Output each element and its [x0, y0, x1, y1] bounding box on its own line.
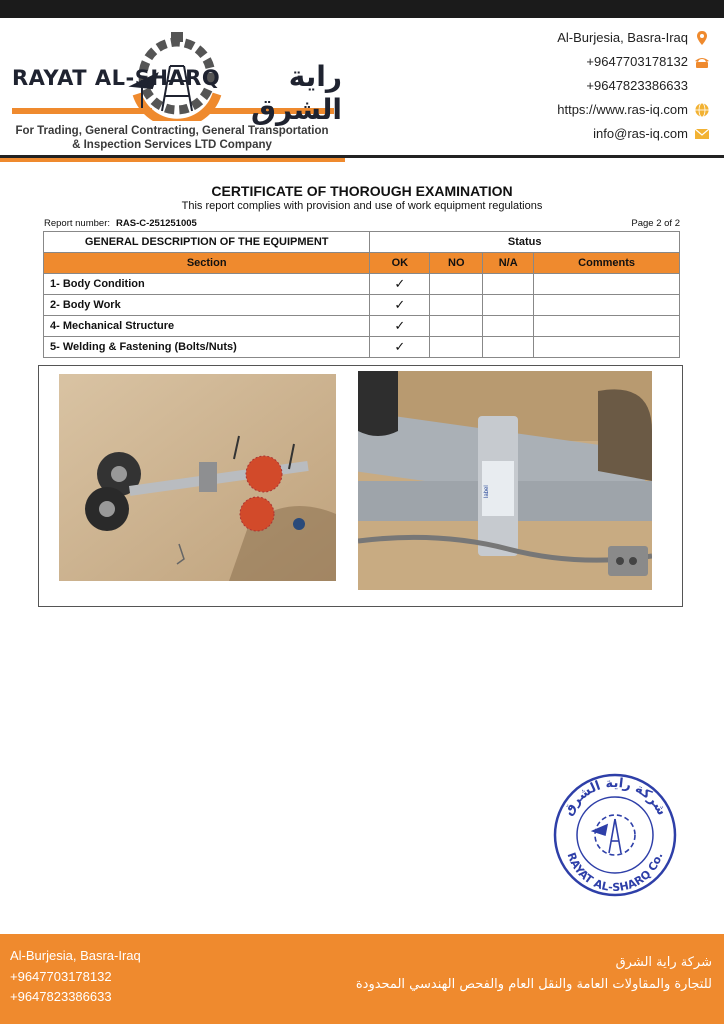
no-cell: [430, 316, 483, 337]
company-logo: [12, 26, 342, 166]
contact-info: [557, 26, 710, 146]
stamp-text-ar: شركة راية الشرق: [560, 775, 670, 819]
na-cell: [483, 274, 534, 295]
no-cell: [430, 295, 483, 316]
contact-email: [557, 122, 710, 146]
col-no: NO: [430, 253, 483, 274]
table-row: [44, 337, 680, 358]
comments-cell: [534, 274, 680, 295]
column-header-row: [44, 253, 680, 274]
report-number-value: RAS-C-251251005: [116, 218, 197, 229]
certificate-subtitle: This report complies with provision and use of work equipment regulations: [181, 200, 543, 212]
tagline-line-2: & Inspection Services LTD Company: [72, 139, 272, 151]
page-number: Page 2 of 2: [631, 218, 680, 229]
report-number-label: Report number:: [44, 218, 111, 229]
address-text: Al-Burjesia, Basra-Iraq: [557, 30, 688, 45]
header-divider: [0, 155, 724, 165]
phone-icon: [694, 54, 710, 70]
na-cell: [483, 337, 534, 358]
row-section: 4- Mechanical Structure: [44, 316, 370, 337]
phone-2-text[interactable]: +9647823386633: [586, 78, 688, 93]
company-tagline: [12, 124, 332, 152]
row-section: 2- Body Work: [44, 295, 370, 316]
photo-panel: [38, 365, 683, 607]
na-cell: [483, 316, 534, 337]
col-na: N/A: [483, 253, 534, 274]
spacer-icon: [694, 78, 710, 94]
brand-name-en: RAYAT AL-SHARQ: [12, 66, 221, 90]
col-section: Section: [44, 253, 370, 274]
equipment-status-table: [43, 231, 680, 358]
footer-company-desc-ar: للتجارة والمقاولات العامة والنقل العام والفحص الهندسي المحدودة: [355, 977, 712, 992]
comments-cell: [534, 316, 680, 337]
equipment-photo-trolley: [59, 374, 336, 581]
col-ok: OK: [370, 253, 430, 274]
globe-icon: [694, 102, 710, 118]
contact-website: [557, 98, 710, 122]
footer: [0, 934, 724, 1024]
ok-checkmark: ✓: [370, 316, 430, 337]
report-number-line: [44, 218, 197, 229]
no-cell: [430, 337, 483, 358]
phone-1-text[interactable]: +9647703178132: [586, 54, 688, 69]
col-comments: Comments: [534, 253, 680, 274]
footer-company-name-ar: شركة راية الشرق: [615, 955, 712, 970]
tagline-line-1: For Trading, General Contracting, General Transportation: [15, 125, 329, 137]
table-row: [44, 274, 680, 295]
ok-checkmark: ✓: [370, 295, 430, 316]
website-link[interactable]: https://www.ras-iq.com: [557, 102, 688, 117]
certificate-title: CERTIFICATE OF THOROUGH EXAMINATION: [211, 183, 513, 199]
svg-text:label: label: [484, 485, 490, 498]
na-cell: [483, 295, 534, 316]
stamp-text-en: RAYAT AL-SHARQ Co.: [564, 850, 666, 895]
table-header-row: [44, 232, 680, 253]
footer-phone-2: +9647823386633: [10, 989, 112, 1004]
footer-company-ar: [356, 952, 712, 996]
ok-checkmark: ✓: [370, 274, 430, 295]
row-section: 5- Welding & Fastening (Bolts/Nuts): [44, 337, 370, 358]
row-section: 1- Body Condition: [44, 274, 370, 295]
general-description-header: GENERAL DESCRIPTION OF THE EQUIPMENT: [44, 232, 370, 253]
email-link[interactable]: info@ras-iq.com: [593, 126, 688, 141]
comments-cell: [534, 295, 680, 316]
footer-phone-1: +9647703178132: [10, 968, 112, 984]
footer-contact: [10, 946, 141, 1008]
comments-cell: [534, 337, 680, 358]
mail-icon: [694, 126, 710, 142]
company-stamp: [552, 772, 678, 898]
letterhead: [0, 18, 724, 160]
contact-phone-1: [557, 50, 710, 74]
equipment-photo-closeup: [358, 371, 652, 590]
ok-checkmark: ✓: [370, 337, 430, 358]
location-pin-icon: [694, 30, 710, 46]
brand-name-ar: راية الشرق: [250, 60, 342, 126]
footer-address: Al-Burjesia, Basra-Iraq: [10, 948, 141, 963]
contact-phone-2: [557, 74, 710, 98]
contact-address: [557, 26, 710, 50]
no-cell: [430, 274, 483, 295]
top-bar: [0, 0, 724, 18]
table-row: [44, 316, 680, 337]
table-row: [44, 295, 680, 316]
status-header: Status: [370, 232, 680, 253]
